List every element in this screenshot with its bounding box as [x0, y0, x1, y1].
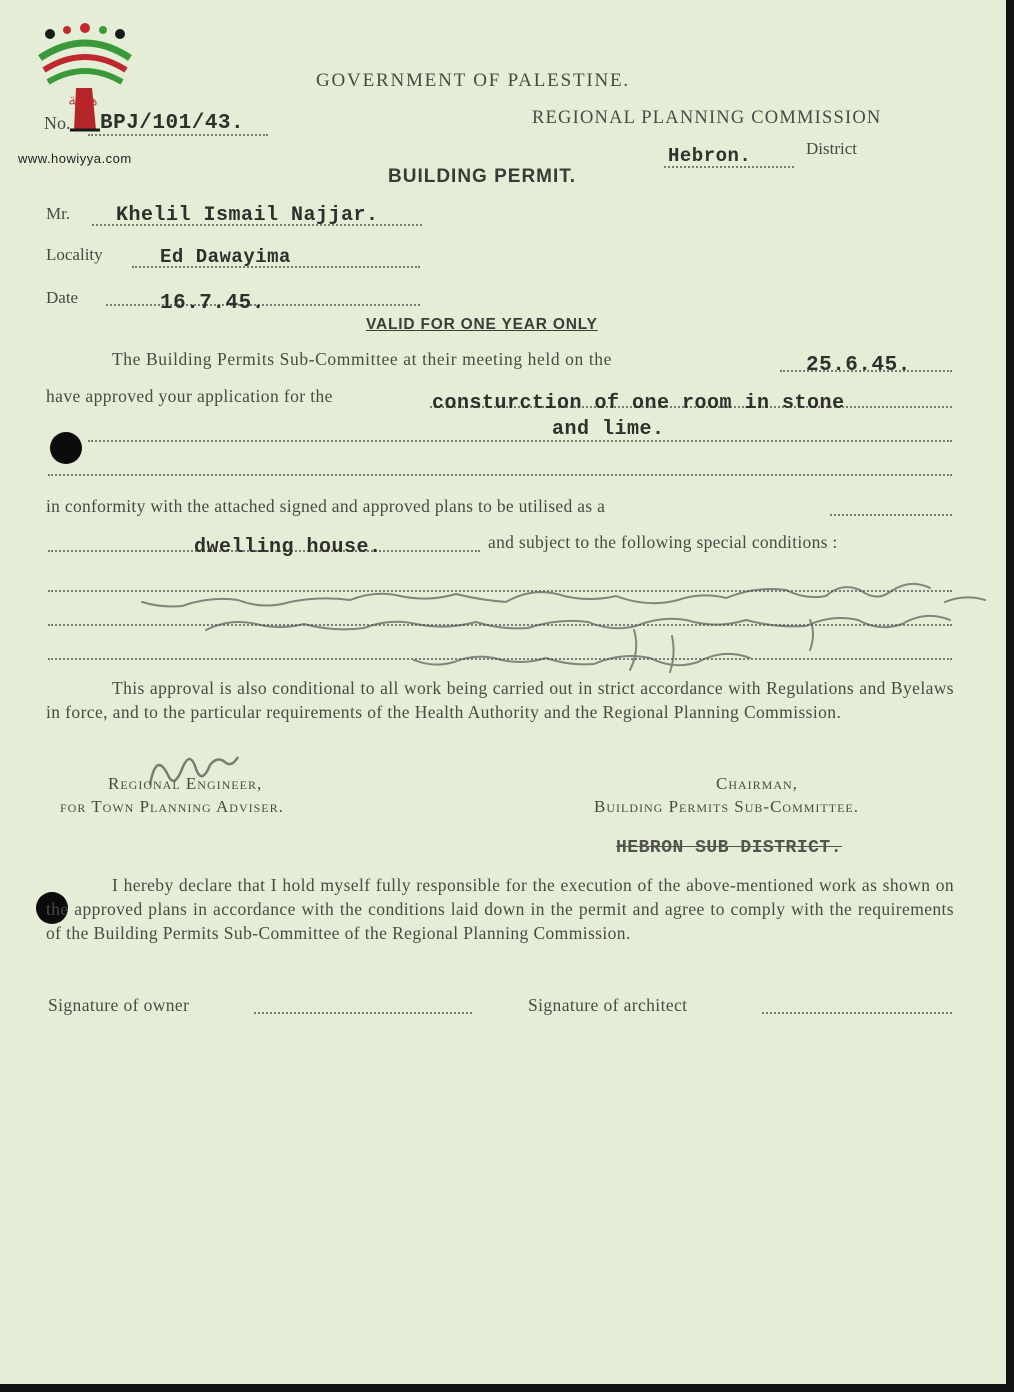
conformity-dots: [830, 514, 952, 516]
district-value: Hebron.: [668, 145, 752, 167]
sub-district-stamp: HEBRON SUB DISTRICT.: [616, 838, 843, 858]
conditions-text: and subject to the following special conditions :: [488, 532, 838, 552]
owner-signature-dots: [254, 1012, 472, 1014]
date-label: Date: [46, 288, 79, 307]
approved-text: have approved your application for the: [46, 386, 333, 406]
logo-arabic-text: هوية: [68, 90, 98, 109]
chairman-label: Chairman,: [716, 774, 798, 793]
locality-value: Ed Dawayima: [160, 246, 291, 268]
regional-engineer-label: Regional Engineer,: [108, 774, 263, 793]
handwritten-conditions-icon: [50, 560, 990, 680]
architect-signature-label: Signature of architect: [528, 995, 688, 1015]
document-title: BUILDING PERMIT.: [388, 166, 577, 187]
application-line-1: consturction of one room in stone: [432, 392, 845, 415]
conformity-text: in conformity with the attached signed and approved plans to be utilised as a: [46, 496, 606, 516]
applicant-name: Khelil Ismail Najjar.: [116, 204, 379, 227]
district-label: District: [806, 139, 857, 158]
sub-committee-label: Building Permits Sub-Committee.: [594, 797, 859, 816]
permit-number-dots: [88, 134, 268, 136]
meeting-date: 25.6.45.: [806, 354, 911, 377]
meeting-text: The Building Permits Sub-Committee at their meeting held on the: [112, 349, 613, 369]
mr-label: Mr.: [46, 204, 71, 223]
permit-number-value: BPJ/101/43.: [100, 112, 245, 135]
application-dots-3: [48, 474, 952, 476]
application-line-2: and lime.: [552, 418, 665, 441]
use-value: dwelling house.: [194, 536, 382, 559]
valid-notice: VALID FOR ONE YEAR ONLY: [366, 316, 598, 333]
commission-heading: REGIONAL PLANNING COMMISSION: [532, 108, 882, 128]
logo-website: www.howiyya.com: [18, 151, 132, 166]
locality-label: Locality: [46, 245, 103, 264]
permit-number-label: No.: [44, 113, 71, 133]
town-planning-label: for Town Planning Adviser.: [60, 797, 284, 816]
approval-paragraph: This approval is also conditional to all work being carried out in strict accordance with Regulations and Byelaws in force, and to the particular requirements of the Health Authority and the Regional Planning Commission.: [46, 678, 954, 722]
date-value: 16.7.45.: [160, 292, 265, 315]
owner-signature-label: Signature of owner: [48, 995, 190, 1015]
government-heading: GOVERNMENT OF PALESTINE.: [316, 70, 630, 91]
punch-hole-top: [50, 432, 82, 464]
declaration-paragraph: I hereby declare that I hold myself fully responsible for the execution of the above-mentioned work as shown on the approved plans in accordance with the conditions laid down in the permit and agree to comply with the requirements of the Building Permits Sub-Committee of the Regional Planning Commission.: [46, 875, 954, 943]
application-dots-2: [88, 440, 952, 442]
architect-signature-dots: [762, 1012, 952, 1014]
